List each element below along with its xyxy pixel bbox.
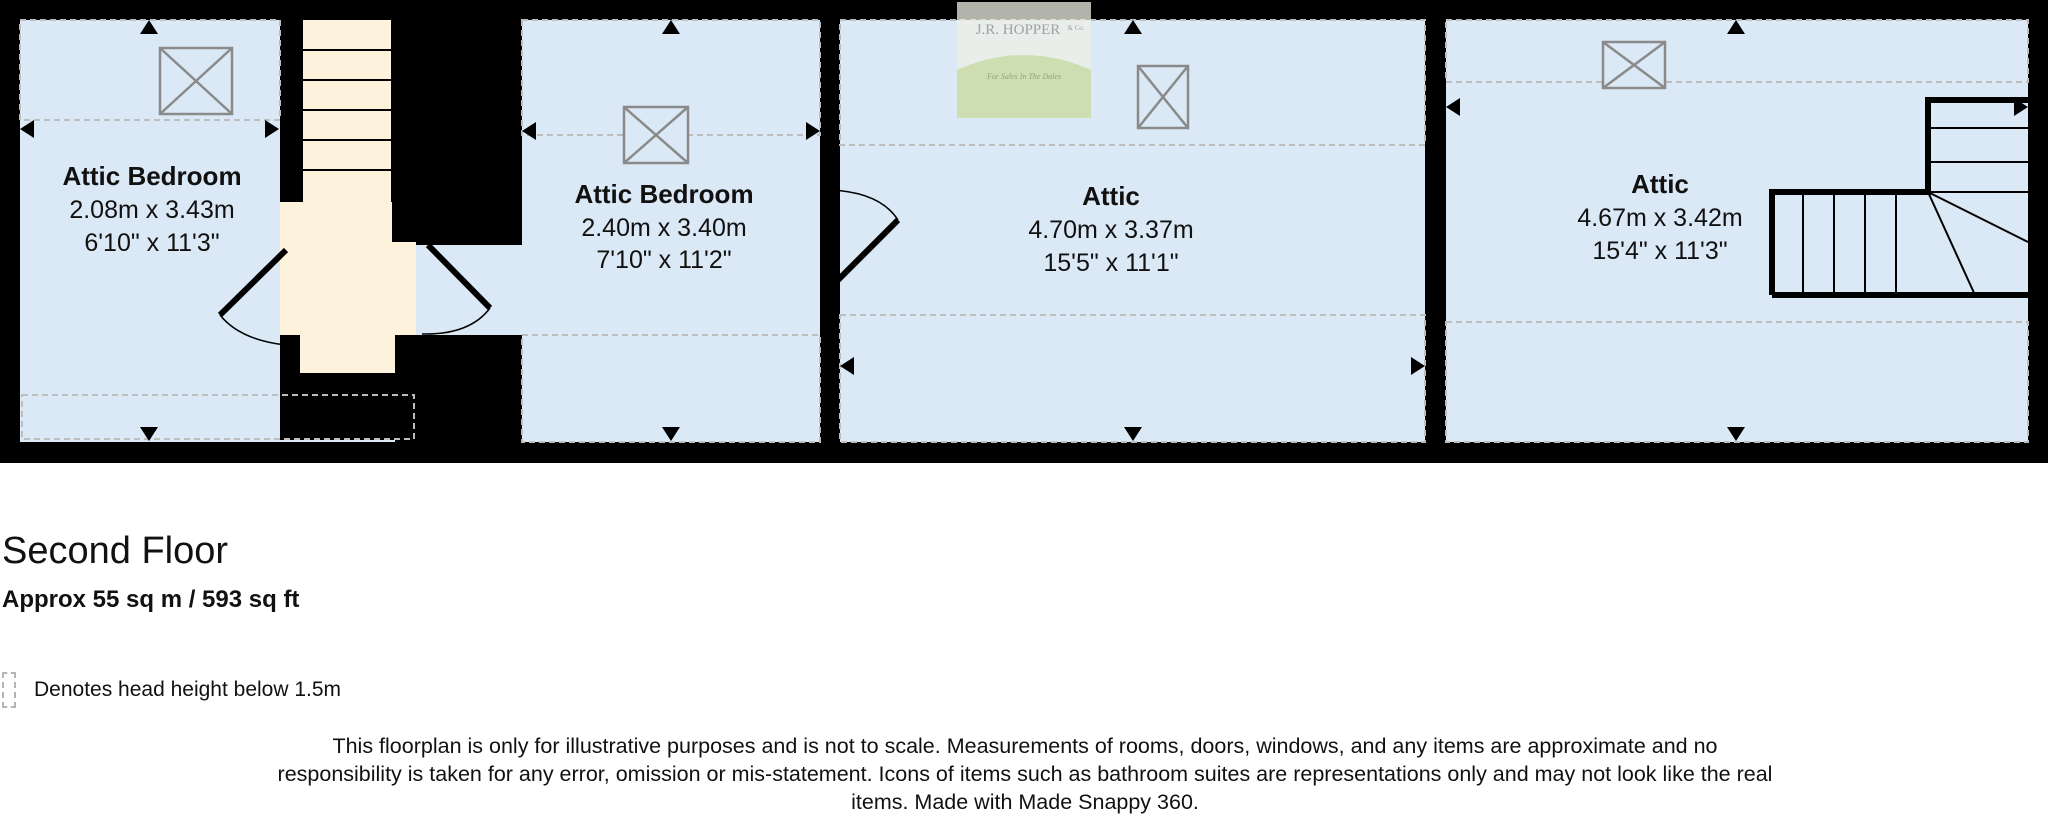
skylight-icon — [160, 48, 232, 114]
wall-bedroom-2-attic — [820, 20, 840, 190]
legend — [2, 672, 341, 708]
legend-text: Denotes head height below 1.5m — [34, 678, 342, 701]
room-name: Attic Bedroom — [62, 161, 242, 191]
wall-attic-attic — [1425, 20, 1446, 168]
skylight-icon — [1138, 66, 1188, 128]
room-name: Attic — [1082, 181, 1140, 211]
logo-tagline: For Sales In The Dales — [986, 72, 1062, 81]
floor-title: Second Floor — [2, 530, 229, 572]
skylight-icon — [1603, 42, 1665, 88]
logo-name: J.R. HOPPER — [975, 22, 1061, 38]
room-dimensions-imperial: 15'5" x 11'1" — [1043, 249, 1179, 277]
landing-floor-lower — [300, 335, 395, 373]
room-label-bedroom-1 — [62, 161, 241, 257]
agent-logo — [957, 2, 1091, 118]
room-dimensions-metric: 2.08m x 3.43m — [69, 196, 235, 224]
room-dimensions-metric: 4.67m x 3.42m — [1577, 204, 1743, 232]
room-label-bedroom-2 — [574, 179, 753, 274]
stairwell-wall-bottom-left — [280, 373, 416, 390]
room-name: Attic Bedroom — [574, 179, 754, 209]
room-dimensions-imperial: 6'10" x 11'3" — [84, 229, 220, 257]
wall-bedroom-2-attic-lower — [820, 290, 840, 442]
wall-attic-attic-lower — [1425, 278, 1446, 442]
dashed-outline-icon — [2, 672, 16, 708]
logo-suffix: & Co. — [1067, 24, 1085, 32]
room-dimensions-metric: 4.70m x 3.37m — [1028, 216, 1194, 244]
room-name: Attic — [1631, 169, 1689, 199]
skylight-icon — [624, 107, 688, 163]
stairwell-wall-right — [392, 20, 522, 242]
room-dimensions-metric: 2.40m x 3.40m — [581, 214, 747, 242]
room-dimensions-imperial: 7'10" x 11'2" — [596, 246, 732, 274]
disclaimer: This floorplan is only for illustrative purposes and is not to scale. Measurements of rooms, doors, windows, and any items are approximate and no responsibility is taken for any error, omission or mis-statement. Icons of items such as bathroom suites are representations only and may not look like the real items. Made with Made Snappy 360. — [277, 734, 1773, 814]
floor-area: Approx 55 sq m / 593 sq ft — [2, 586, 300, 613]
room-dimensions-imperial: 15'4" x 11'3" — [1592, 237, 1728, 265]
